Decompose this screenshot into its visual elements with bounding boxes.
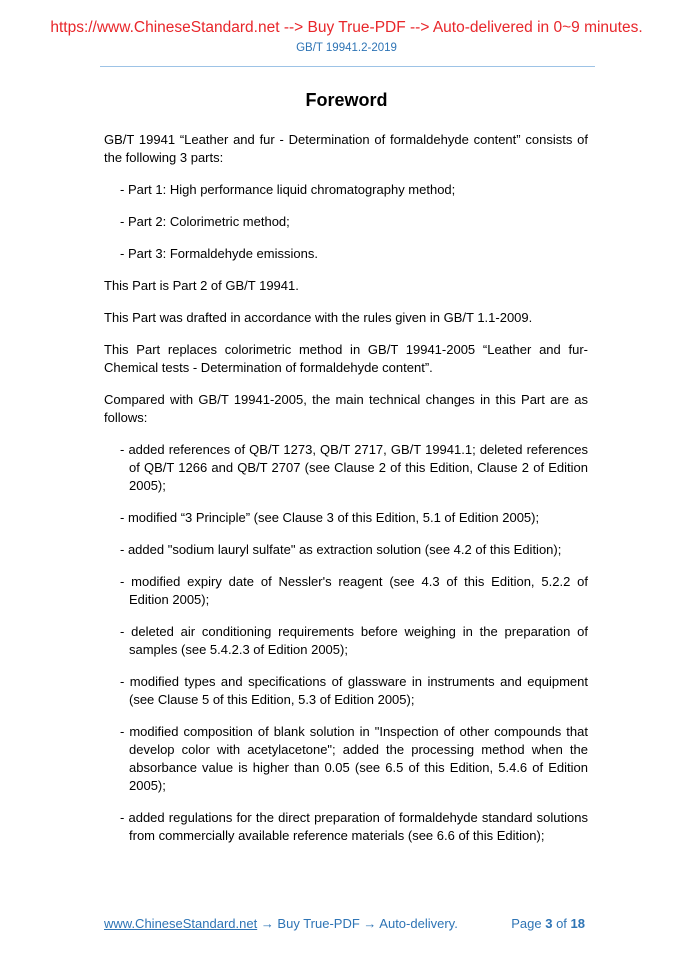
paragraph: Compared with GB/T 19941-2005, the main technical changes in this Part are as follows: [104,392,588,425]
page-footer [104,916,585,931]
page-number [511,916,585,931]
change-item: - deleted air conditioning requirements before weighing in the preparation of samples (see 5.4.2.3 of Edition 2005); [120,624,588,657]
page-of: of [556,916,567,931]
page-total: 18 [570,916,585,931]
top-banner-link[interactable]: https://www.ChineseStandard.net --> Buy True-PDF --> Auto-delivered in 0~9 minutes. [50,19,643,36]
change-item: - modified types and specifications of glassware in instruments and equipment (see Clause 5 of this Edition, 5.3 of Edition 2005); [120,674,588,707]
change-item: - modified “3 Principle” (see Clause 3 of this Edition, 5.1 of Edition 2005); [120,510,540,525]
page-current: 3 [545,916,553,931]
paragraph: This Part was drafted in accordance with the rules given in GB/T 1.1-2009. [104,310,533,325]
change-item: - modified composition of blank solution in "Inspection of other compounds that develop color with acetylacetone"; added the processing method when the absorbance value is higher than 0.05 (see 6.5 of this Edition, 5.4.6 of Edition 2005); [120,724,588,793]
paragraph: This Part is Part 2 of GB/T 19941. [104,278,299,293]
change-item: - added regulations for the direct preparation of formaldehyde standard solutions from commercially available reference materials (see 6.6 of this Edition); [120,810,588,843]
change-item: - modified expiry date of Nessler's reagent (see 4.3 of this Edition, 5.2.2 of Edition 2005); [120,574,588,607]
part-item: - Part 3: Formaldehyde emissions. [120,246,318,261]
header-divider [100,66,595,67]
document-body [104,131,588,859]
page-label: Page [511,916,542,931]
paragraph: This Part replaces colorimetric method in GB/T 19941-2005 “Leather and fur-Chemical tests - Determination of formaldehyde content”. [104,342,588,375]
footer-text: → Buy True-PDF → Auto-delivery. [257,916,458,931]
footer-promo [104,916,458,931]
part-item: - Part 1: High performance liquid chromatography method; [120,182,456,197]
footer-link[interactable]: www.ChineseStandard.net [104,916,258,931]
page-title: Foreword [305,90,388,110]
intro-paragraph: GB/T 19941 “Leather and fur - Determination of formaldehyde content” consists of the following 3 parts: [104,132,588,165]
change-item: - added "sodium lauryl sulfate" as extraction solution (see 4.2 of this Edition); [120,542,562,557]
change-item: - added references of QB/T 1273, QB/T 2717, GB/T 19941.1; deleted references of QB/T 1266 and QB/T 2707 (see Clause 2 of this Edition, Clause 2 of Edition 2005); [120,442,588,493]
standard-code: GB/T 19941.2-2019 [296,42,397,54]
part-item: - Part 2: Colorimetric method; [120,214,290,229]
